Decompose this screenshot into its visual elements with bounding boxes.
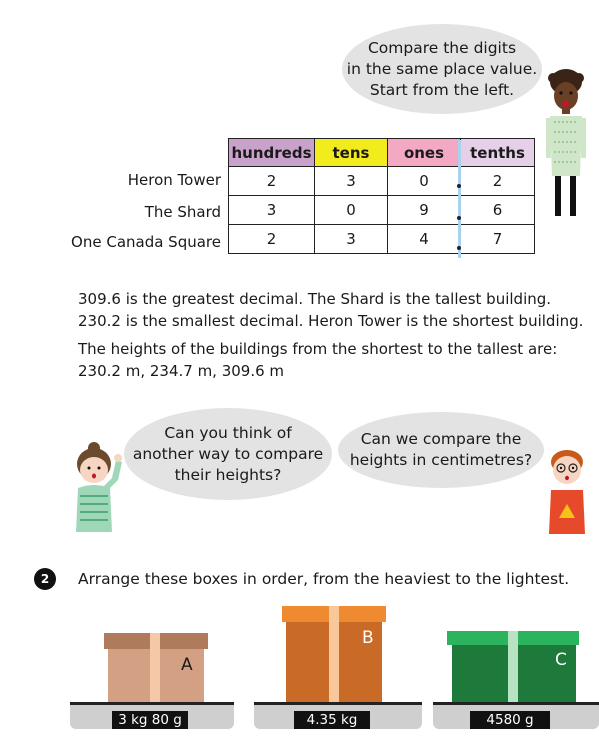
question-number-badge	[34, 568, 56, 590]
box-c-tape	[508, 631, 518, 702]
girl-character-icon	[70, 440, 126, 532]
table-cell: 2	[461, 167, 535, 196]
place-value-table	[228, 138, 535, 254]
bubble-line: another way to compare	[132, 444, 324, 463]
bubble-line: their heights?	[174, 465, 282, 484]
paragraph	[78, 338, 557, 382]
row-label-canada: One Canada Square	[71, 233, 221, 251]
scale-c-readout: 4580 g	[470, 711, 550, 729]
header-hundreds: hundreds	[229, 139, 315, 167]
header-tenths: tenths	[461, 139, 535, 167]
speech-bubble-top	[342, 24, 542, 114]
paragraph-line: The heights of the buildings from the shortest to the tallest are:	[78, 340, 558, 358]
bubble-line: Compare the digits	[367, 38, 517, 57]
speech-bubble-right	[338, 412, 544, 488]
box-b-tape	[329, 606, 339, 702]
table-cell: 4	[388, 225, 461, 254]
paragraph-line: 230.2 is the smallest decimal. Heron Tower is the shortest building.	[78, 312, 584, 330]
table-cell: 2	[229, 225, 315, 254]
paragraph-line: 309.6 is the greatest decimal. The Shard is the tallest building.	[78, 290, 552, 308]
table-cell: 7	[461, 225, 535, 254]
bubble-line: in the same place value.	[346, 59, 538, 78]
table-cell: 3	[315, 167, 388, 196]
scale-a-readout: 3 kg 80 g	[112, 711, 188, 729]
box-a-letter: A	[181, 655, 193, 675]
table-cell: 6	[461, 196, 535, 225]
table-row	[229, 225, 535, 254]
table-cell: 3	[229, 196, 315, 225]
header-tens: tens	[315, 139, 388, 167]
bubble-line: Can we compare the	[360, 430, 522, 448]
scale-b-readout: 4.35 kg	[294, 711, 370, 729]
box-a-tape	[150, 633, 160, 702]
table-cell: 0	[315, 196, 388, 225]
box-c-letter: C	[555, 650, 567, 670]
table-cell: 2	[229, 167, 315, 196]
table-row	[229, 167, 535, 196]
table-cell: 0	[388, 167, 461, 196]
decimal-divider	[458, 140, 461, 258]
table-row	[229, 196, 535, 225]
question-number: 2	[40, 572, 50, 586]
table-cell: 9	[388, 196, 461, 225]
bubble-line: Can you think of	[164, 423, 292, 442]
paragraph	[78, 288, 583, 332]
boy-glasses-character-icon	[545, 448, 589, 534]
decimal-point-icon	[457, 216, 461, 220]
boy-character-icon	[540, 66, 592, 226]
decimal-point-icon	[457, 184, 461, 188]
speech-bubble-left	[124, 408, 332, 500]
row-label-heron: Heron Tower	[127, 171, 221, 189]
table-cell: 3	[315, 225, 388, 254]
header-ones: ones	[388, 139, 461, 167]
decimal-point-icon	[457, 246, 461, 250]
box-b-letter: B	[362, 628, 374, 648]
bubble-line: Start from the left.	[369, 80, 515, 99]
question-text: Arrange these boxes in order, from the heaviest to the lightest.	[78, 570, 570, 588]
bubble-line: heights in centimetres?	[349, 451, 533, 469]
paragraph-line: 230.2 m, 234.7 m, 309.6 m	[78, 362, 285, 380]
row-label-shard: The Shard	[144, 203, 221, 221]
